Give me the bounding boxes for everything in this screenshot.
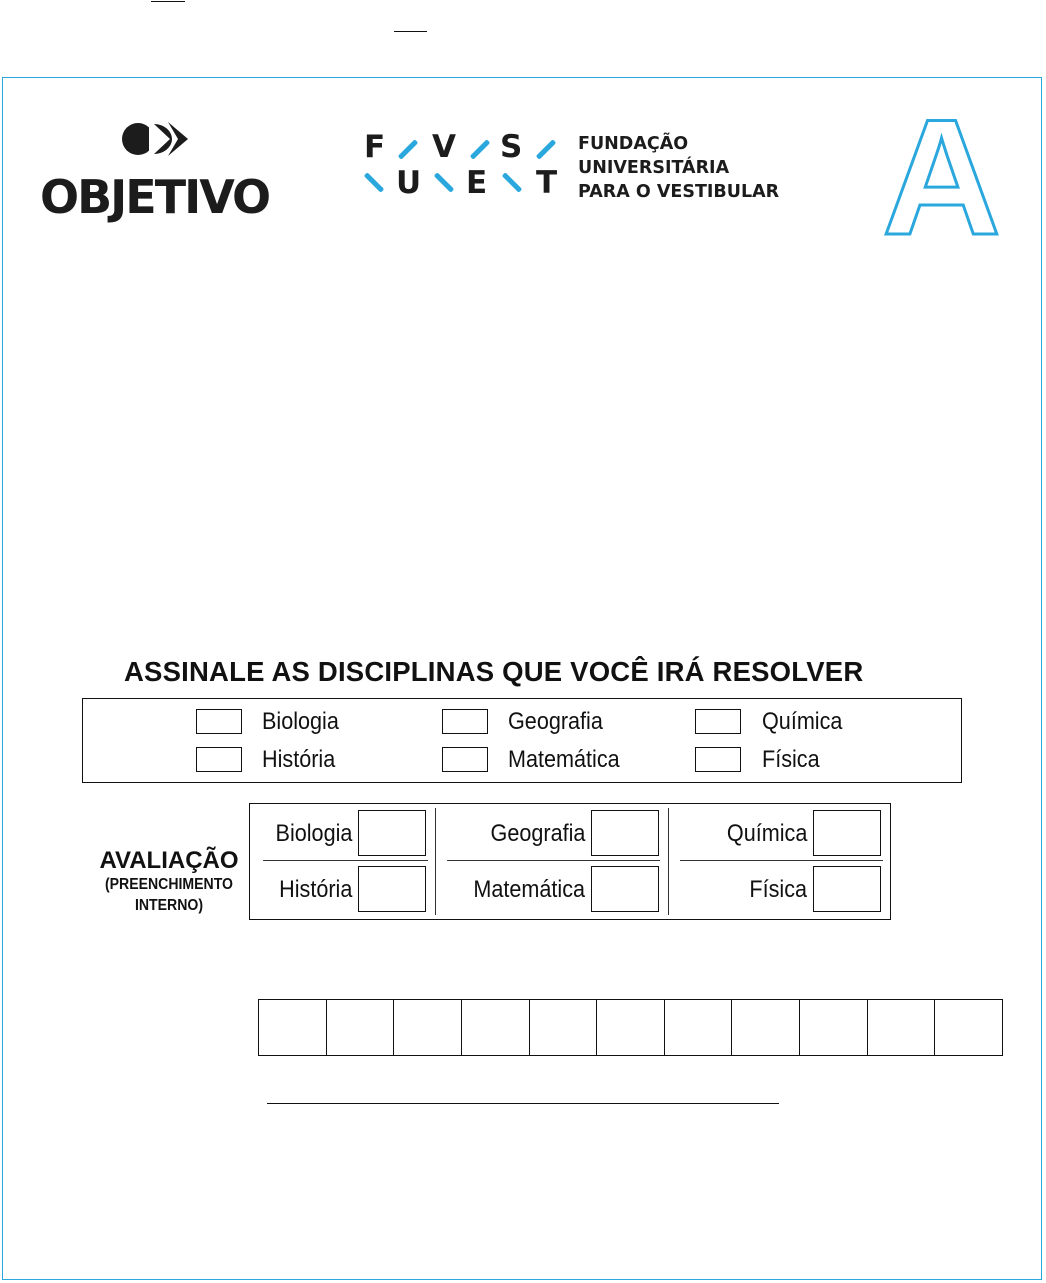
id-digit-cell[interactable] [935,1000,1002,1055]
objetivo-wordmark: OBJETIVO [40,170,270,224]
fuvest-slash-icon [502,172,523,193]
evaluation-box [249,803,891,920]
eval-biologia-score[interactable] [358,810,426,856]
geografia-label: Geografia [508,708,603,735]
objetivo-symbol-icon [120,118,196,160]
fuvest-letter-e: E [466,165,488,201]
eval-fisica-score[interactable] [813,866,881,912]
eval-historia-label: História [278,876,352,903]
fuvest-name-line: PARA O VESTIBULAR [578,182,780,202]
top-mark-right [394,31,427,32]
id-digit-cell[interactable] [259,1000,327,1055]
fuvest-letter-u: U [396,165,422,201]
top-mark-left [151,1,185,2]
evaluation-column-divider [435,808,436,915]
matematica-checkbox[interactable] [442,747,488,772]
fuvest-slash-icon [434,172,455,193]
eval-fisica-label: Física [749,876,807,903]
quimica-label: Química [762,708,843,735]
id-digit-cell[interactable] [530,1000,598,1055]
eval-geografia-label: Geografia [490,820,585,847]
id-digit-cell[interactable] [868,1000,936,1055]
id-digit-cell[interactable] [462,1000,530,1055]
quimica-checkbox[interactable] [695,709,741,734]
fuvest-name-line: FUNDAÇÃO [578,134,689,154]
matematica-label: Matemática [508,746,620,773]
fuvest-name-line: UNIVERSITÁRIA [578,158,730,178]
fuvest-slash-icon [470,139,491,160]
evaluation-subtitle: INTERNO) [134,897,204,914]
geografia-checkbox[interactable] [442,709,488,734]
id-digit-cell[interactable] [327,1000,395,1055]
fisica-label: Física [762,746,820,773]
eval-historia-score[interactable] [358,866,426,912]
fuvest-letter-s: S [500,129,523,165]
signature-line[interactable] [267,1103,779,1104]
id-digit-cell[interactable] [800,1000,868,1055]
id-digit-cell[interactable] [732,1000,800,1055]
id-digit-cell[interactable] [597,1000,665,1055]
version-letter: A [882,85,1002,269]
fuvest-letter-t: T [536,165,558,201]
fisica-checkbox[interactable] [695,747,741,772]
fuvest-slash-icon [536,139,557,160]
evaluation-column-divider [668,808,669,915]
eval-biologia-label: Biologia [275,820,352,847]
eval-geografia-score[interactable] [591,810,659,856]
historia-label: História [262,746,336,773]
fuvest-slash-icon [398,139,419,160]
eval-matematica-label: Matemática [473,876,585,903]
subjects-heading: ASSINALE AS DISCIPLINAS QUE VOCÊ IRÁ RESOLVER [124,656,864,687]
id-number-grid [258,999,1003,1056]
evaluation-row-divider [447,860,660,861]
evaluation-row-divider [680,860,883,861]
evaluation-label [88,849,250,917]
fuvest-name [578,132,779,204]
evaluation-subtitle: (PREENCHIMENTO [104,876,234,893]
biologia-checkbox[interactable] [196,709,242,734]
subjects-box [82,698,962,783]
fuvest-letter-f: F [364,129,386,165]
eval-quimica-score[interactable] [813,810,881,856]
id-digit-cell[interactable] [394,1000,462,1055]
eval-quimica-label: Química [726,820,807,847]
id-digit-cell[interactable] [665,1000,733,1055]
objetivo-logo [36,114,276,222]
fuvest-logo [360,128,790,208]
biologia-label: Biologia [262,708,339,735]
fuvest-slash-icon [364,172,385,193]
fuvest-letter-v: V [432,129,456,165]
evaluation-row-divider [263,860,428,861]
historia-checkbox[interactable] [196,747,242,772]
evaluation-title: AVALIAÇÃO [99,847,239,874]
eval-matematica-score[interactable] [591,866,659,912]
